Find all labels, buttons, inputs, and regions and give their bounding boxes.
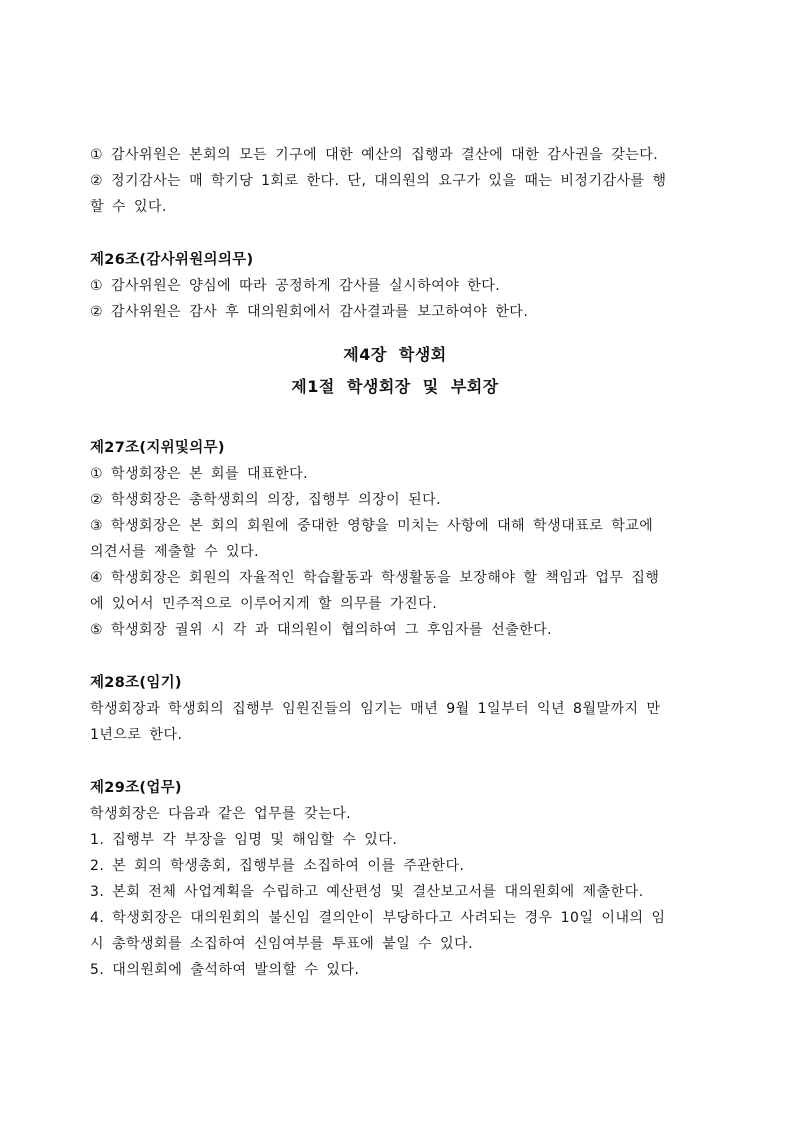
paragraph-line: ① 감사위원은 본회의 모든 기구에 대한 예산의 집행과 결산에 대한 감사권을 갖는다. xyxy=(90,147,659,163)
article-heading: 제26조(감사위원의의무) xyxy=(90,252,254,268)
article-28 xyxy=(90,670,700,748)
paragraph-line: ① 감사위원은 양심에 따라 공정하게 감사를 실시하여야 한다. xyxy=(90,278,501,294)
document-page xyxy=(90,142,700,983)
list-item: 2. 본 회의 학생총회, 집행부를 소집하여 이를 주관한다. xyxy=(90,858,465,874)
list-item: 1. 집행부 각 부장을 임명 및 해임할 수 있다. xyxy=(90,832,398,848)
paragraph-line: ② 학생회장은 총학생회의 의장, 집행부 의장이 된다. xyxy=(90,492,442,508)
paragraph-line: ② 정기감사는 매 학기당 1회로 한다. 단, 대의원의 요구가 있을 때는 비정기감사를 행 xyxy=(90,173,667,189)
section-title: 제1절 학생회장 및 부회장 xyxy=(291,377,499,396)
list-item-continuation: 시 총학생회를 소집하여 신임여부를 투표에 붙일 수 있다. xyxy=(90,936,474,952)
chapter-title: 제4장 학생회 xyxy=(343,345,447,364)
chapter-heading-block xyxy=(90,339,700,403)
paragraph-line: ⑤ 학생회장 궐위 시 각 과 대의원이 협의하여 그 후임자를 선출한다. xyxy=(90,622,553,638)
paragraph-line: 학생회장과 학생회의 집행부 임원진들의 임기는 매년 9월 1일부터 익년 8월말까지 만 xyxy=(90,701,661,717)
article-heading: 제27조(지위및의무) xyxy=(90,440,225,456)
paragraph-line: 할 수 있다. xyxy=(90,199,167,215)
article-25-continuation xyxy=(90,142,700,220)
article-27 xyxy=(90,435,700,643)
list-item: 5. 대의원회에 출석하여 발의할 수 있다. xyxy=(90,962,360,978)
article-heading: 제28조(임기) xyxy=(90,675,182,691)
paragraph-line: ④ 학생회장은 회원의 자율적인 학습활동과 학생활동을 보장해야 할 책임과 업무 집행 xyxy=(90,570,660,586)
paragraph-line: ① 학생회장은 본 회를 대표한다. xyxy=(90,466,309,482)
paragraph-line: 에 있어서 민주적으로 이루어지게 할 의무를 가진다. xyxy=(90,596,438,612)
article-29 xyxy=(90,775,700,983)
list-item: 3. 본회 전체 사업계획을 수립하고 예산편성 및 결산보고서를 대의원회에 제출한다. xyxy=(90,884,644,900)
paragraph-line: 학생회장은 다음과 같은 업무를 갖는다. xyxy=(90,806,352,822)
paragraph-line: 의견서를 제출할 수 있다. xyxy=(90,544,260,560)
paragraph-line: ② 감사위원은 감사 후 대의원회에서 감사결과를 보고하여야 한다. xyxy=(90,304,529,320)
paragraph-line: ③ 학생회장은 본 회의 회원에 중대한 영향을 미치는 사항에 대해 학생대표로 학교에 xyxy=(90,518,654,534)
list-item: 4. 학생회장은 대의원회의 불신임 결의안이 부당하다고 사려되는 경우 10일 이내의 임 xyxy=(90,910,666,926)
article-heading: 제29조(업무) xyxy=(90,780,182,796)
paragraph-line: 1년으로 한다. xyxy=(90,727,183,743)
article-26 xyxy=(90,247,700,325)
